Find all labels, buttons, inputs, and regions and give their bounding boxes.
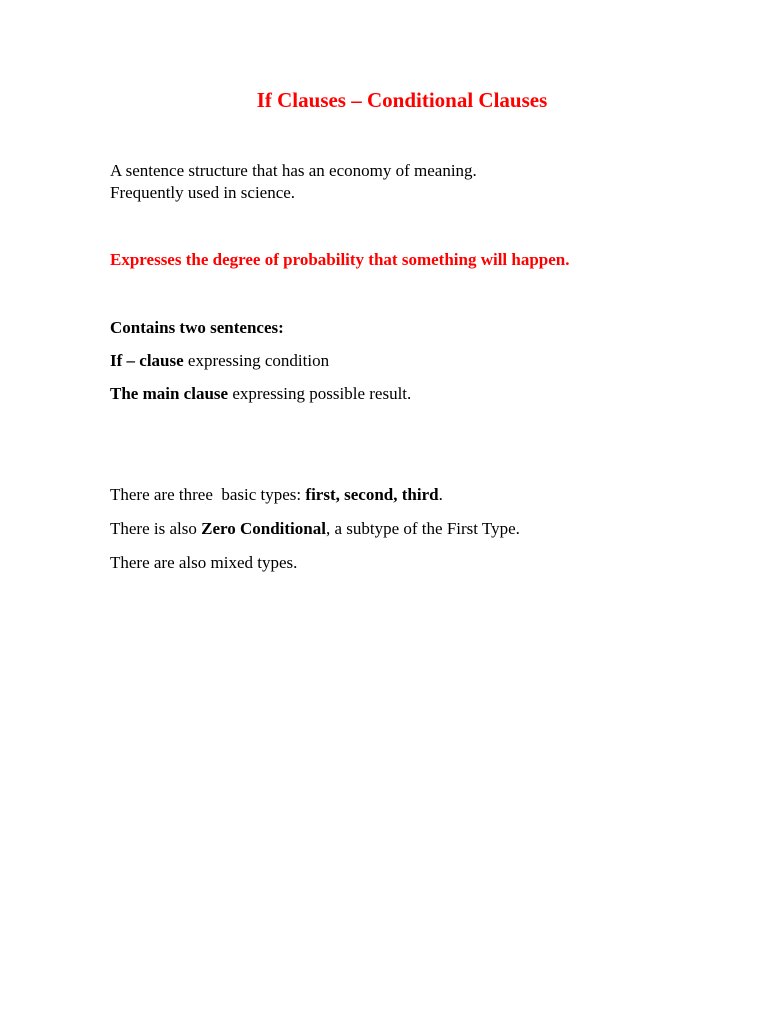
intro-line-2: Frequently used in science. bbox=[110, 183, 296, 202]
if-clause-term: If – clause bbox=[110, 351, 184, 370]
types-line-1-prefix: There are three basic types: bbox=[110, 485, 306, 504]
types-line-1-suffix: . bbox=[438, 485, 443, 504]
if-clause-description: expressing condition bbox=[183, 351, 330, 370]
contains-heading-text: Contains two sentences: bbox=[110, 318, 284, 337]
main-clause-term: The main clause bbox=[110, 384, 229, 403]
if-clause-line bbox=[110, 351, 329, 371]
main-clause-line bbox=[110, 384, 411, 404]
intro-line-1: A sentence structure that has an economy of meaning. bbox=[110, 161, 477, 180]
types-line-2 bbox=[110, 519, 520, 539]
types-line-3: There are also mixed types. bbox=[110, 553, 298, 572]
contains-heading bbox=[110, 318, 284, 338]
types-line-2-prefix: There is also bbox=[110, 519, 202, 538]
types-line-2-suffix: , a subtype of the First Type. bbox=[325, 519, 520, 538]
document-title: If Clauses – Conditional Clauses bbox=[256, 88, 548, 112]
types-line-1-bold: first, second, third bbox=[305, 485, 439, 504]
main-clause-description: expressing possible result. bbox=[228, 384, 412, 403]
types-line-2-bold: Zero Conditional bbox=[201, 519, 326, 538]
highlight-statement: Expresses the degree of probability that something will happen. bbox=[110, 250, 570, 269]
types-line-1 bbox=[110, 485, 443, 505]
